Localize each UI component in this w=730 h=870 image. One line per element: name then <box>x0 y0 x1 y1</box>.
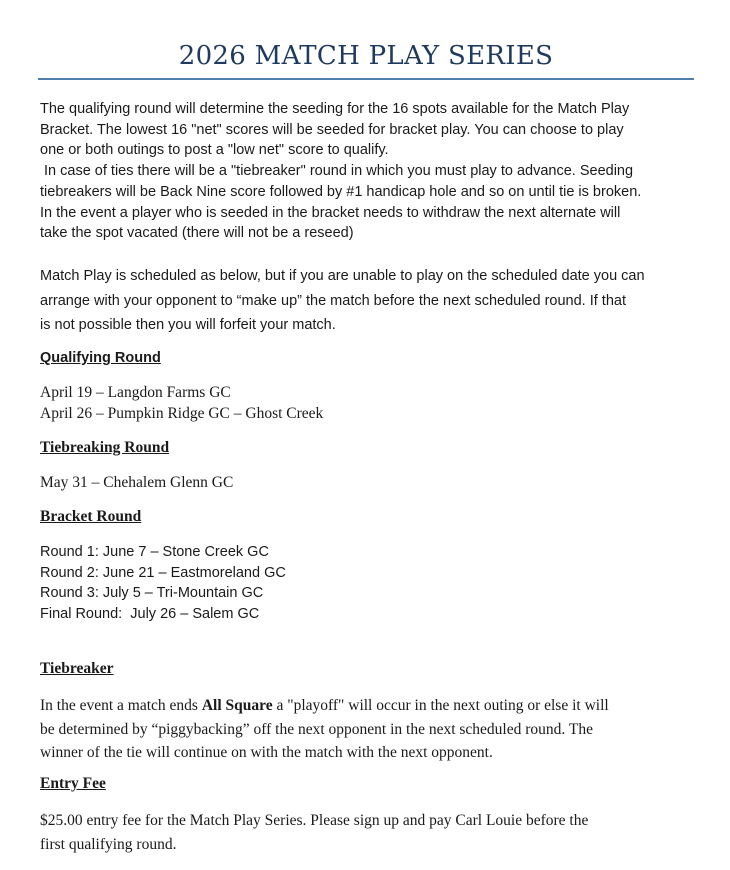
tiebreaker-text-start: In the event a match ends <box>40 697 202 714</box>
intro-line: In the event a player who is seeded in the bracket needs to withdraw the next alternate will <box>40 204 621 221</box>
entry-fee-line: $25.00 entry fee for the Match Play Series. Please sign up and pay Carl Louie before the <box>40 812 589 829</box>
intro-line: In case of ties there will be a "tiebreaker" round in which you must play to advance. Seeding <box>40 163 634 180</box>
intro-line: tiebreakers will be Back Nine score followed by #1 handicap hole and so on until tie is broken. <box>40 183 642 200</box>
list-item: Final Round: July 26 – Salem GC <box>40 606 260 623</box>
intro-line: take the spot vacated (there will not be a reseed) <box>40 225 354 242</box>
page-title: 2026 MATCH PLAY SERIES <box>178 41 554 71</box>
entry-fee-heading: Entry Fee <box>40 775 106 792</box>
list-item: Round 2: June 21 – Eastmoreland GC <box>40 564 286 581</box>
tiebreaker-line <box>40 694 700 718</box>
qualifying-round-list <box>40 383 700 424</box>
tiebreaker-paragraph <box>40 694 700 765</box>
all-square-emphasis: All Square <box>201 697 273 714</box>
schedule-note-line: arrange with your opponent to “make up” the match before the next scheduled round. If that <box>40 292 626 309</box>
entry-fee-line: first qualifying round. <box>40 835 177 853</box>
bracket-round-heading: Bracket Round <box>40 508 142 525</box>
intro-paragraph <box>40 99 700 244</box>
tiebreaking-round-heading: Tiebreaking Round <box>40 439 170 456</box>
intro-line: The qualifying round will determine the seeding for the 16 spots available for the Match Play <box>40 101 630 117</box>
schedule-note-paragraph <box>40 264 700 338</box>
intro-line: one or both outings to post a "low net" score to qualify. <box>40 142 389 159</box>
list-item: Round 3: July 5 – Tri-Mountain GC <box>40 585 264 602</box>
tiebreaker-heading: Tiebreaker <box>40 660 114 677</box>
tiebreaker-line: winner of the tie will continue on with the match with the next opponent. <box>40 744 493 761</box>
list-item: Round 1: June 7 – Stone Creek GC <box>40 544 269 560</box>
list-item: April 19 – Langdon Farms GC <box>40 384 231 401</box>
title-divider <box>38 78 694 80</box>
qualifying-round-heading: Qualifying Round <box>40 350 161 366</box>
tiebreaking-round-list <box>40 473 700 494</box>
bracket-round-list <box>40 542 700 625</box>
intro-line: Bracket. The lowest 16 "net" scores will be seeded for bracket play. You can choose to play <box>40 121 624 138</box>
entry-fee-paragraph <box>40 809 700 856</box>
tiebreaker-text-end: a "playoff" will occur in the next outing or else it will <box>272 697 609 714</box>
schedule-note-line: is not possible then you will forfeit your match. <box>40 317 336 333</box>
schedule-note-line: Match Play is scheduled as below, but if you are unable to play on the scheduled date you can <box>40 268 645 284</box>
list-item: May 31 – Chehalem Glenn GC <box>40 474 234 491</box>
list-item: April 26 – Pumpkin Ridge GC – Ghost Creek <box>40 404 324 422</box>
tiebreaker-line: be determined by “piggybacking” off the next opponent in the next scheduled round. The <box>40 720 593 738</box>
